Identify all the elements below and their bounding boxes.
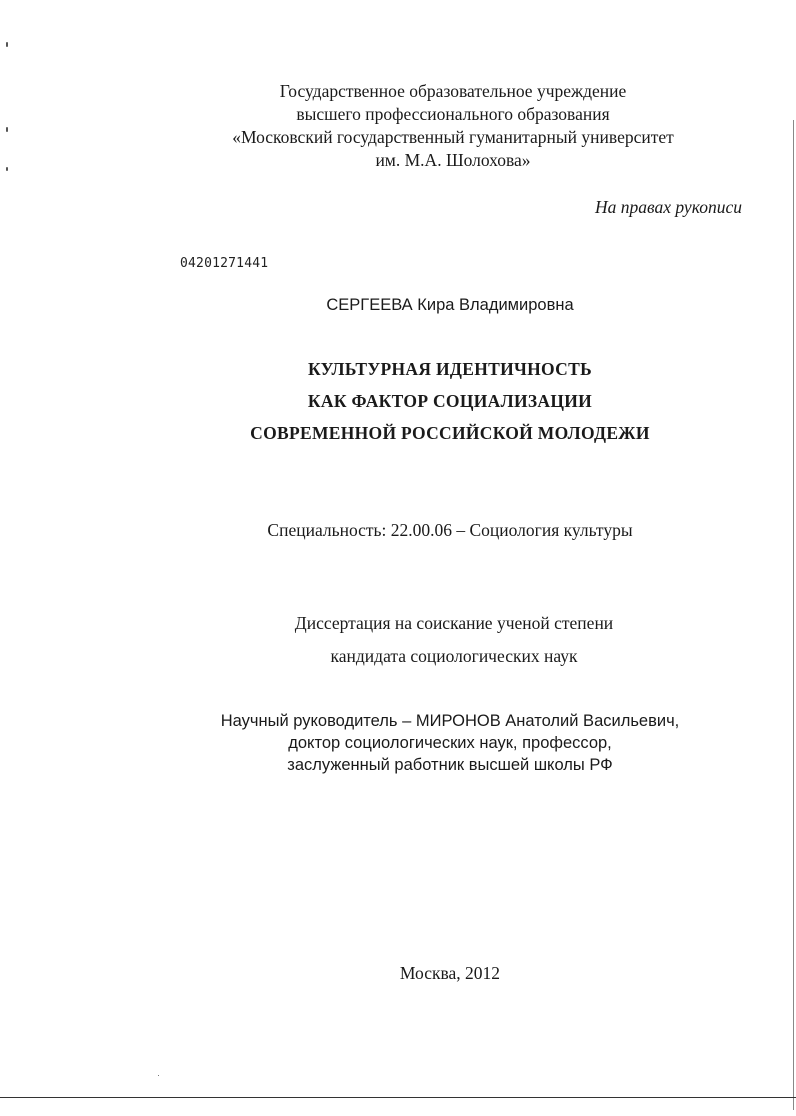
supervisor-line-1: Научный руководитель – МИРОНОВ Анатолий Васильевич, — [220, 712, 680, 730]
manuscript-note: На правах рукописи — [595, 197, 742, 217]
degree-line-1: Диссертация на соискание ученой степени — [294, 613, 614, 633]
registration-code: 04201271441 — [180, 256, 269, 271]
institution-line-4: им. М.А. Шолохова» — [375, 150, 531, 170]
specialty: Специальность: 22.00.06 – Социология культуры — [267, 520, 633, 540]
supervisor-line-3: заслуженный работник высшей школы РФ — [287, 756, 613, 774]
city-year: Москва, 2012 — [399, 963, 501, 983]
dissertation-title-line-3: СОВРЕМЕННОЙ РОССИЙСКОЙ МОЛОДЕЖИ — [250, 423, 650, 443]
scan-artifact-mark — [6, 127, 8, 132]
author-name: СЕРГЕЕВА Кира Владимировна — [326, 296, 574, 314]
institution-line-2: высшего профессионального образования — [296, 104, 610, 124]
scan-artifact-dot — [158, 1075, 159, 1076]
institution-line-1: Государственное образовательное учреждение — [279, 81, 627, 101]
dissertation-title-line-2: КАК ФАКТОР СОЦИАЛИЗАЦИИ — [307, 391, 593, 411]
supervisor-line-2: доктор социологических наук, профессор, — [288, 734, 612, 752]
institution-line-3: «Московский государственный гуманитарный университет — [232, 127, 674, 147]
scan-artifact-mark — [6, 167, 8, 171]
scan-artifact-mark — [6, 42, 8, 47]
page-bottom-edge — [0, 1097, 796, 1098]
degree-line-2: кандидата социологических наук — [330, 646, 578, 666]
dissertation-title-line-1: КУЛЬТУРНАЯ ИДЕНТИЧНОСТЬ — [308, 359, 592, 379]
